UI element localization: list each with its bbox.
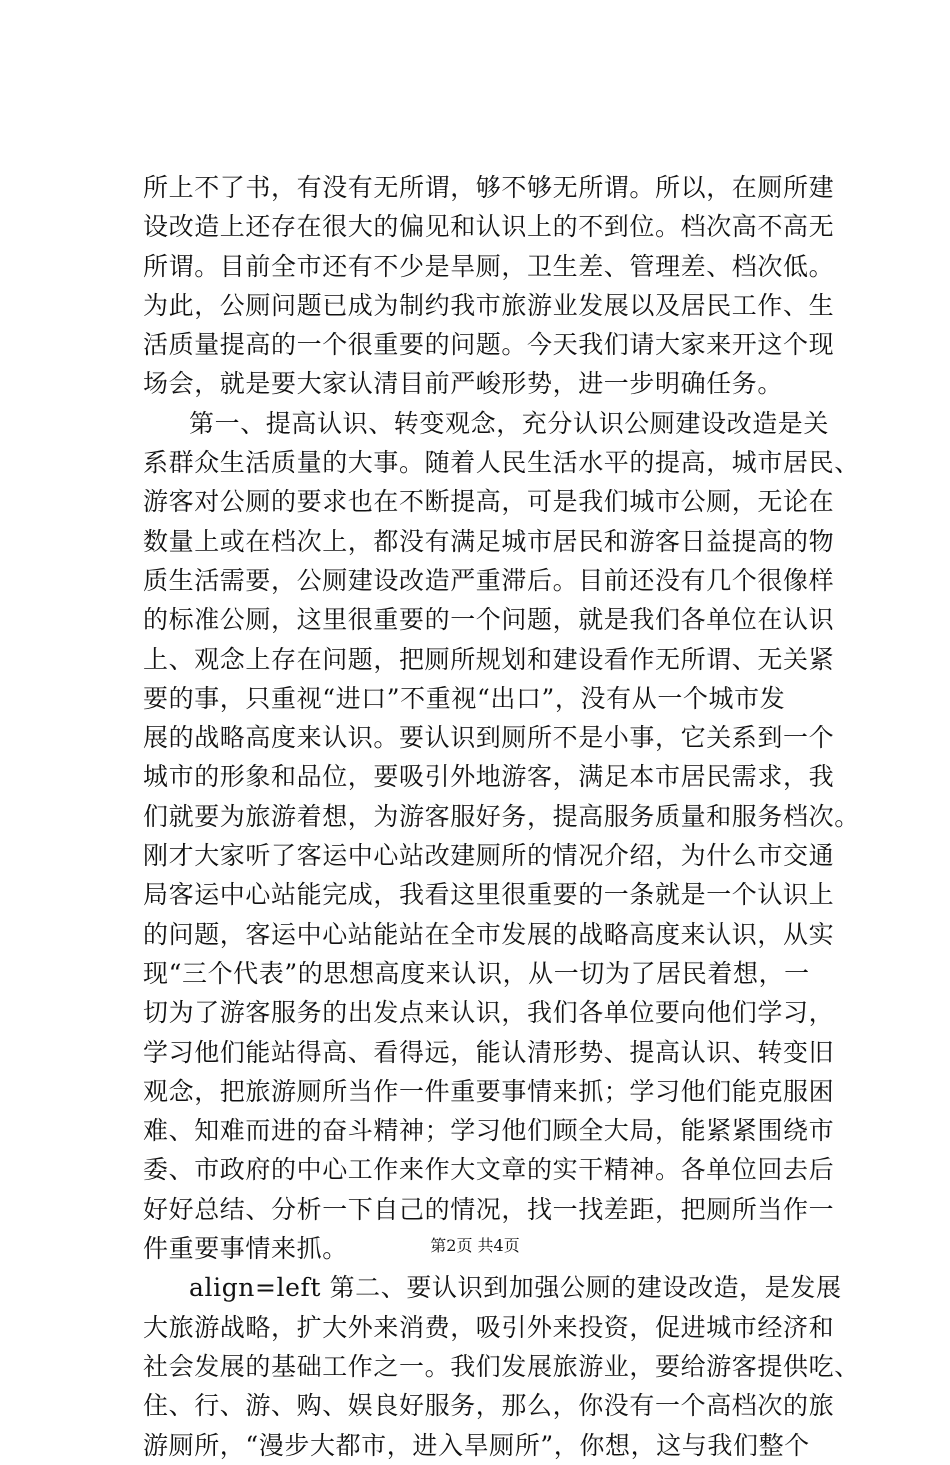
text-line: 场会，就是要大家认清目前严峻形势，进一步明确任务。	[143, 369, 784, 399]
text-line: 件重要事情来抓。	[143, 1234, 348, 1264]
text-line: 展的战略高度来认识。要认识到厕所不是小事，它关系到一个	[143, 723, 835, 753]
body-text	[143, 168, 860, 1465]
text-line: 游厕所，“漫步大都市，进入旱厕所”，你想，这与我们整个	[143, 1430, 810, 1460]
text-line: 住、行、游、购、娱良好服务，那么，你没有一个高档次的旅	[143, 1391, 835, 1421]
text-line: 难、知难而进的奋斗精神；学习他们顾全大局，能紧紧围绕市	[143, 1116, 835, 1146]
text-line: 刚才大家听了客运中心站改建厕所的情况介绍，为什么市交通	[143, 841, 835, 871]
text-line: 社会发展的基础工作之一。我们发展旅游业，要给游客提供吃、	[143, 1351, 860, 1381]
text-line: 要的事，只重视“进口”不重视“出口”，没有从一个城市发	[143, 683, 786, 713]
text-line: 活质量提高的一个很重要的问题。今天我们请大家来开这个现	[143, 330, 835, 360]
paragraph-first-line: align=left 第二、要认识到加强公厕的建设改造，是发展	[189, 1273, 842, 1303]
text-line: 系群众生活质量的大事。随着人民生活水平的提高，城市居民、	[143, 448, 860, 478]
text-line: 观念，把旅游厕所当作一件重要事情来抓；学习他们能克服困	[143, 1076, 835, 1106]
text-line: 局客运中心站能完成，我看这里很重要的一条就是一个认识上	[143, 880, 835, 910]
text-line: 们就要为旅游着想，为游客服好务，提高服务质量和服务档次。	[143, 801, 860, 831]
text-line: 设改造上还存在很大的偏见和认识上的不到位。档次高不高无	[143, 212, 835, 242]
text-line: 质生活需要，公厕建设改造严重滞后。目前还没有几个很像样	[143, 565, 835, 595]
text-line: 现“三个代表”的思想高度来认识，从一切为了居民着想，一	[143, 958, 810, 988]
text-line: 城市的形象和品位，要吸引外地游客，满足本市居民需求，我	[143, 762, 835, 792]
text-line: 游客对公厕的要求也在不断提高，可是我们城市公厕，无论在	[143, 487, 835, 517]
text-line: 上、观念上存在问题，把厕所规划和建设看作无所谓、无关紧	[143, 644, 835, 674]
paragraph-first-line: 第一、提高认识、转变观念，充分认识公厕建设改造是关	[189, 408, 830, 438]
text-line: 委、市政府的中心工作来作大文章的实干精神。各单位回去后	[143, 1155, 835, 1185]
text-line: 为此，公厕问题已成为制约我市旅游业发展以及居民工作、生	[143, 290, 835, 320]
text-line: 所上不了书，有没有无所谓，够不够无所谓。所以，在厕所建	[143, 173, 835, 202]
text-line: 的标准公厕，这里很重要的一个问题，就是我们各单位在认识	[143, 605, 835, 635]
text-line: 的问题，客运中心站能站在全市发展的战略高度来认识，从实	[143, 919, 835, 949]
page-number-footer: 第2页 共4页	[430, 1236, 520, 1255]
text-line: 所谓。目前全市还有不少是旱厕，卫生差、管理差、档次低。	[143, 251, 835, 281]
text-line: 学习他们能站得高、看得远，能认清形势、提高认识、转变旧	[143, 1037, 835, 1067]
text-line: 好好总结、分析一下自己的情况，找一找差距，把厕所当作一	[143, 1194, 835, 1224]
text-line: 大旅游战略，扩大外来消费，吸引外来投资，促进城市经济和	[143, 1312, 835, 1342]
text-line: 数量上或在档次上，都没有满足城市居民和游客日益提高的物	[143, 526, 835, 556]
text-line: 切为了游客服务的出发点来认识，我们各单位要向他们学习，	[143, 998, 835, 1028]
